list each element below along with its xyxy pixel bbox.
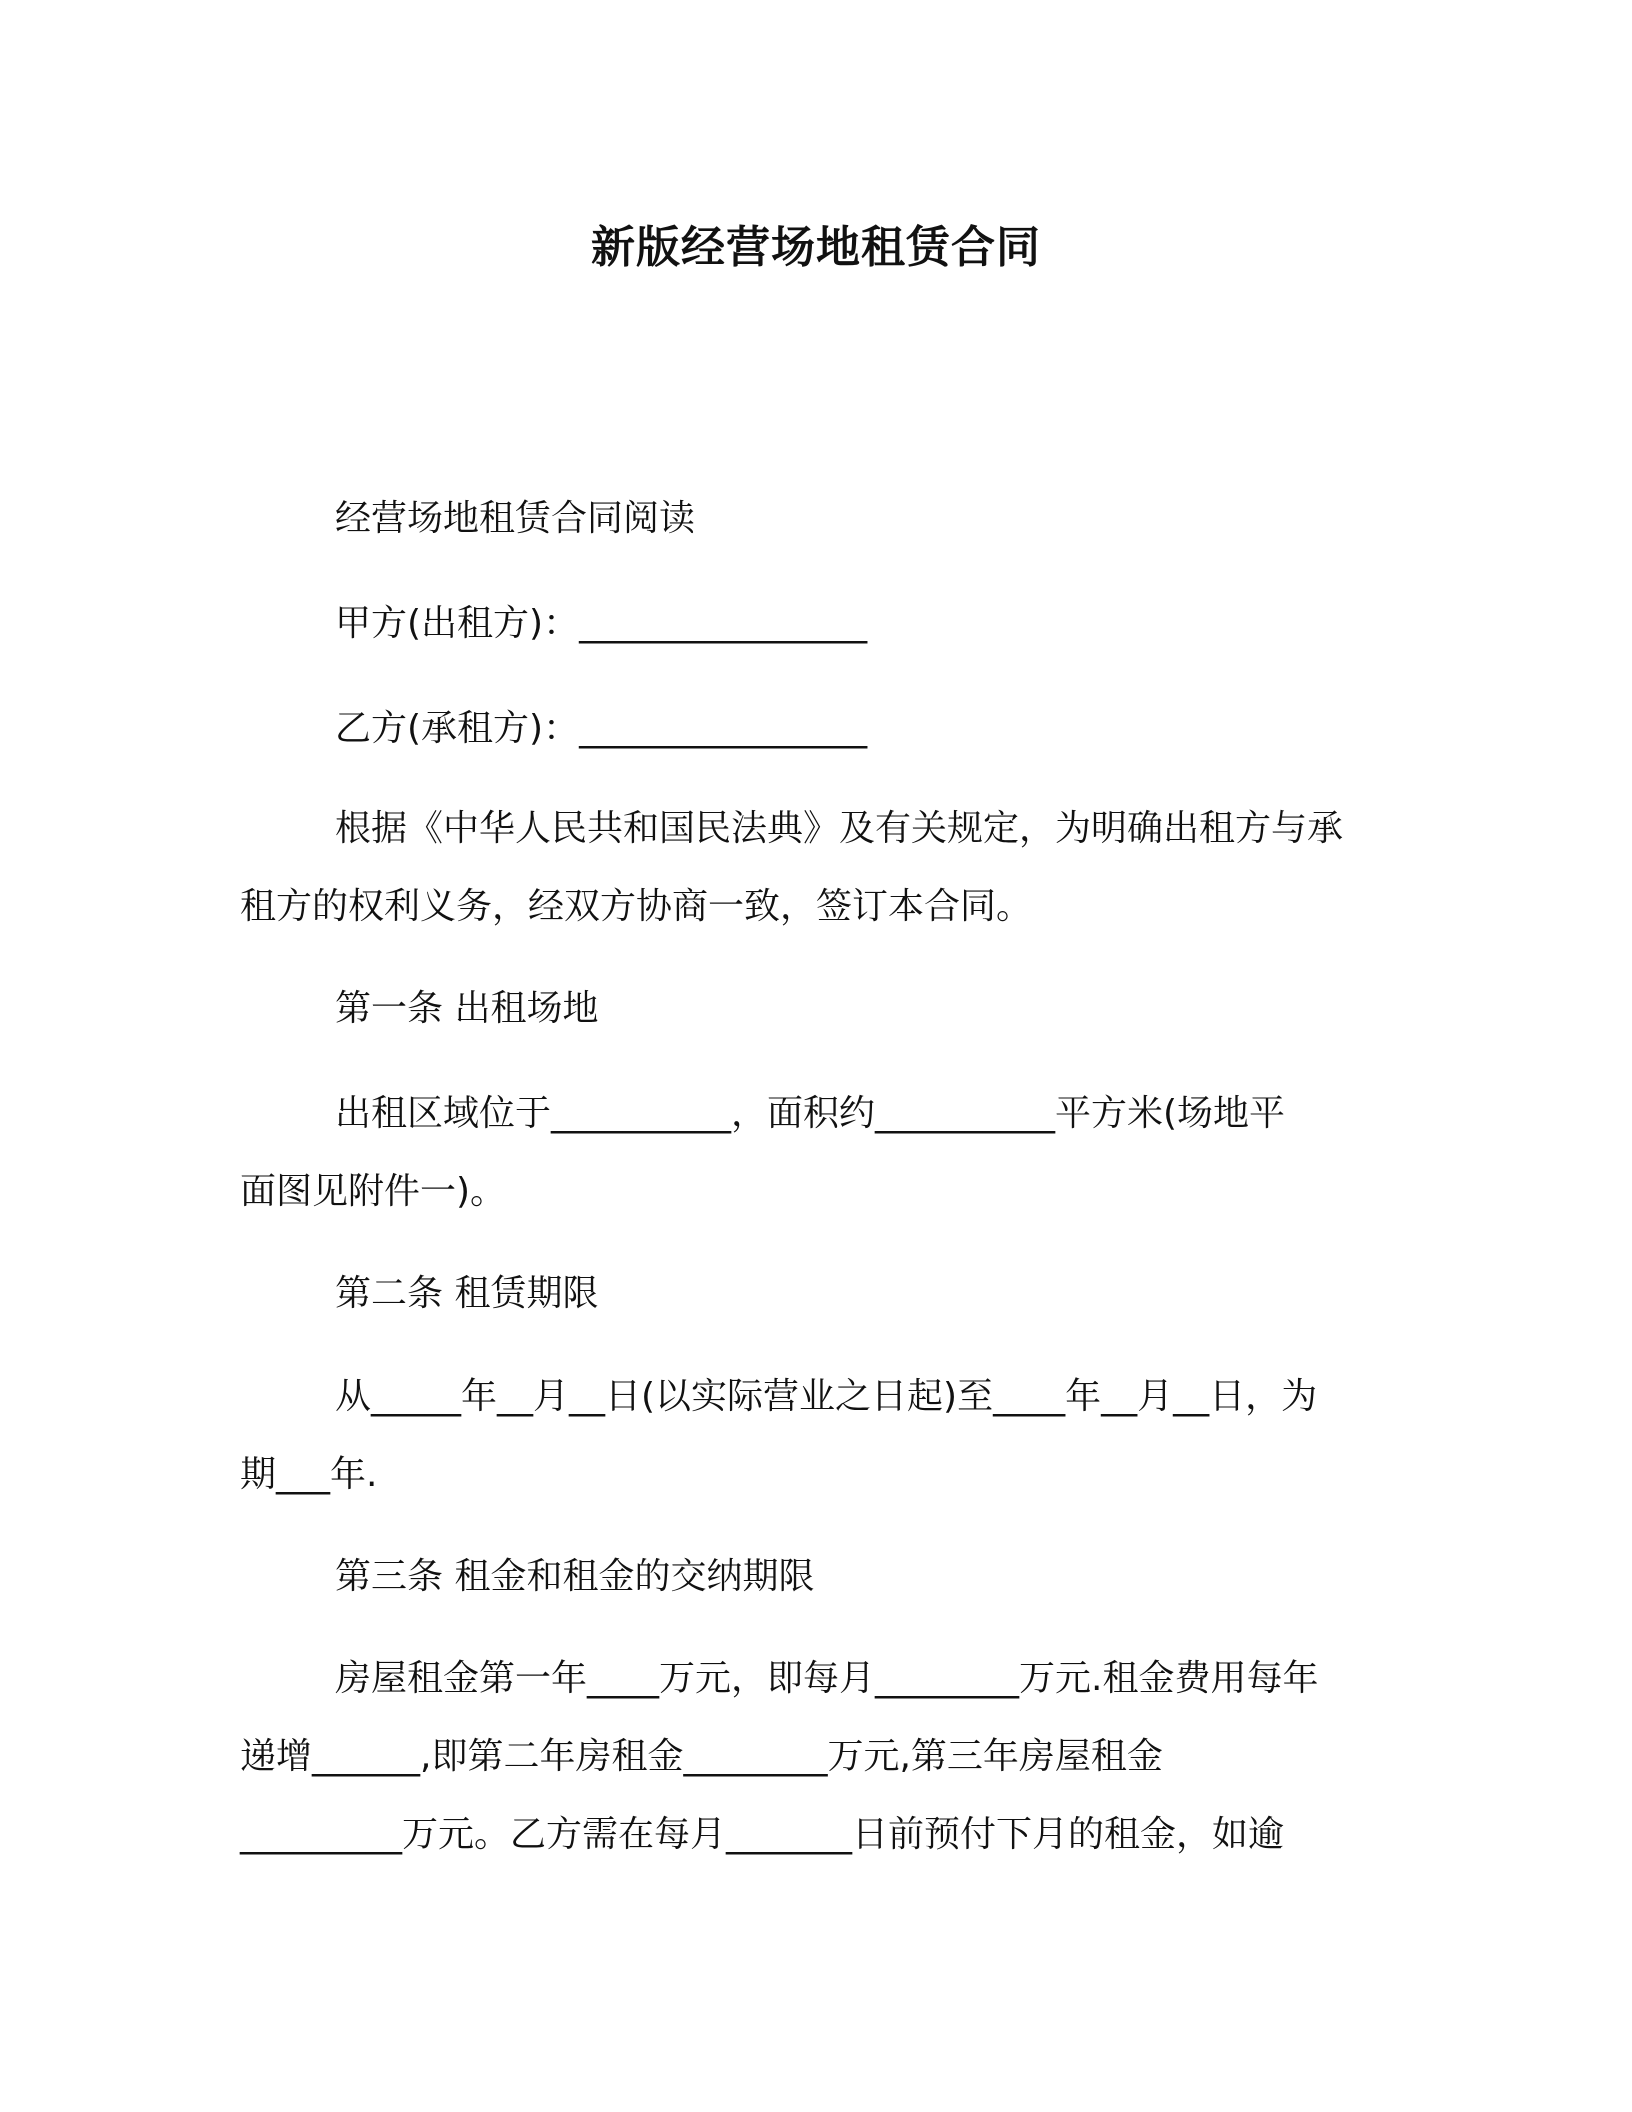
- paragraph-article-2-body: [240, 1358, 1390, 1514]
- paragraph-article-3-heading: [240, 1538, 1390, 1616]
- paragraph-line: 房屋租金第一年____万元，即每月________万元.租金费用每年: [335, 1658, 1319, 1699]
- paragraph-line: _________万元。乙方需在每月_______日前预付下月的租金，如逾: [240, 1814, 1285, 1855]
- paragraph-line: 第三条 租金和租金的交纳期限: [335, 1556, 815, 1597]
- document-title: 新版经营场地租赁合同: [591, 222, 1041, 273]
- paragraph-article-1-heading: [240, 970, 1390, 1048]
- paragraph-line: 面图见附件一)。: [240, 1171, 507, 1212]
- paragraph-line: 从_____年__月__日(以实际营业之日起)至____年__月__日，为: [335, 1376, 1318, 1417]
- paragraph-party-b: [240, 690, 1390, 768]
- paragraph-line: 第一条 出租场地: [335, 988, 599, 1029]
- paragraph-line: 甲方(出租方)：________________: [335, 603, 868, 644]
- paragraph-basis: [240, 790, 1390, 946]
- paragraph-line: 期___年.: [240, 1454, 378, 1495]
- paragraph-line: 第二条 租赁期限: [335, 1273, 599, 1314]
- paragraph-line: 出租区域位于__________，面积约__________平方米(场地平: [335, 1093, 1286, 1134]
- paragraph-article-2-heading: [240, 1255, 1390, 1333]
- paragraph-line: 租方的权利义务，经双方协商一致，签订本合同。: [240, 886, 1033, 927]
- paragraph-line: 经营场地租赁合同阅读: [335, 498, 696, 539]
- paragraph-party-a: [240, 585, 1390, 663]
- paragraph-line: 递增______,即第二年房租金________万元,第三年房屋租金: [240, 1736, 1163, 1777]
- paragraph-article-1-body: [240, 1075, 1390, 1231]
- paragraph-line: 根据《中华人民共和国民法典》及有关规定，为明确出租方与承: [335, 808, 1344, 849]
- paragraph-reading: [240, 480, 1390, 558]
- paragraph-line: 乙方(承租方)：________________: [335, 708, 868, 749]
- paragraph-article-3-body: [240, 1640, 1390, 1874]
